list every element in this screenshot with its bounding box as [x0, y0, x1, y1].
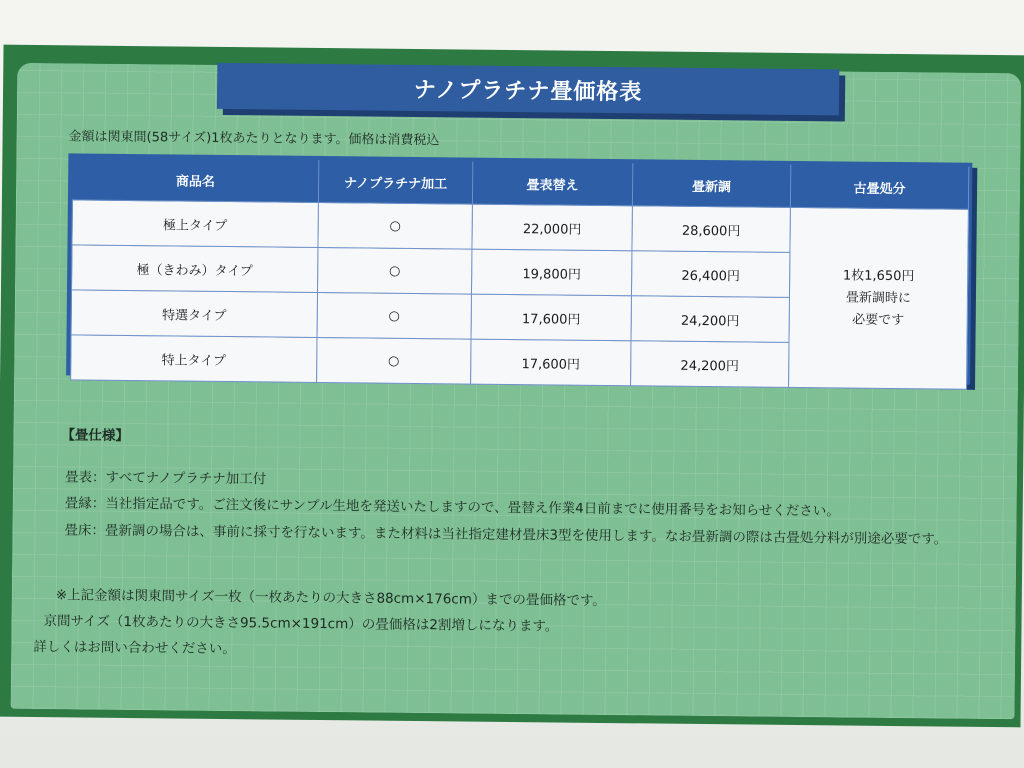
- product-name: 極（きわみ）タイプ: [71, 245, 317, 293]
- green-frame: [0, 45, 1024, 728]
- omote-price: 22,000円: [472, 204, 632, 251]
- disposal-note-1: 畳新調時に: [845, 289, 912, 306]
- page-title: ナノプラチナ畳価格表: [413, 77, 643, 105]
- shinchou-price: 26,400円: [631, 251, 789, 298]
- price-table-frame: [66, 153, 972, 384]
- disposal-cell: [789, 207, 969, 389]
- shinchou-price: 24,200円: [631, 296, 789, 343]
- omote-price: 17,600円: [471, 294, 631, 341]
- spec-beri: 畳縁：当社指定品です。ご注文後にサンプル生地を発送いたしますので、畳替え作業4日前までに使用番号をお知らせください。: [64, 495, 840, 520]
- spec-heading: 【畳仕様】: [61, 427, 130, 444]
- nano-mark: ○: [317, 337, 471, 384]
- header-nano: ナノプラチナ加工: [318, 160, 472, 204]
- product-name: 特選タイプ: [71, 290, 317, 338]
- nano-mark: ○: [317, 247, 471, 294]
- disposal-price: 1枚1,650円: [842, 267, 915, 284]
- shinchou-price: 24,200円: [631, 341, 789, 388]
- product-name: 極上タイプ: [72, 200, 318, 248]
- intro-note: 金額は関東間(58サイズ)1枚あたりとなります。価格は消費税込: [68, 129, 440, 149]
- omote-price: 19,800円: [471, 249, 631, 296]
- price-panel: [11, 63, 1022, 719]
- nano-mark: ○: [317, 292, 471, 339]
- price-table: [70, 157, 969, 389]
- shinchou-price: 28,600円: [632, 206, 790, 253]
- header-product: 商品名: [72, 157, 318, 202]
- title-banner: [217, 63, 839, 116]
- product-name: 特上タイプ: [71, 335, 317, 383]
- note-kanto-size: ※上記金額は関東間サイズ一枚（一枚あたりの大きさ88cm×176cm）までの畳価格です。: [55, 587, 606, 609]
- spec-omote: 畳表：すべてナノプラチナ加工付: [64, 469, 267, 488]
- header-omote: 畳表替え: [472, 162, 632, 206]
- note-contact: 詳しくはお問い合わせください。: [33, 639, 236, 658]
- note-kyoma-size: 京間サイズ（1枚あたりの大きさ95.5cm×191cm）の畳価格は2割増しになります。: [43, 613, 559, 635]
- nano-mark: ○: [318, 202, 472, 249]
- header-shinchou: 畳新調: [632, 163, 790, 207]
- omote-price: 17,600円: [471, 339, 631, 386]
- spec-doko: 畳床：畳新調の場合は、事前に採寸を行ないます。また材料は当社指定建材畳床3型を使用します。なお畳新調の際は古畳処分料が別途必要です。: [64, 522, 948, 548]
- disposal-note-2: 必要です: [852, 312, 905, 328]
- header-disposal: 古畳処分: [790, 165, 968, 209]
